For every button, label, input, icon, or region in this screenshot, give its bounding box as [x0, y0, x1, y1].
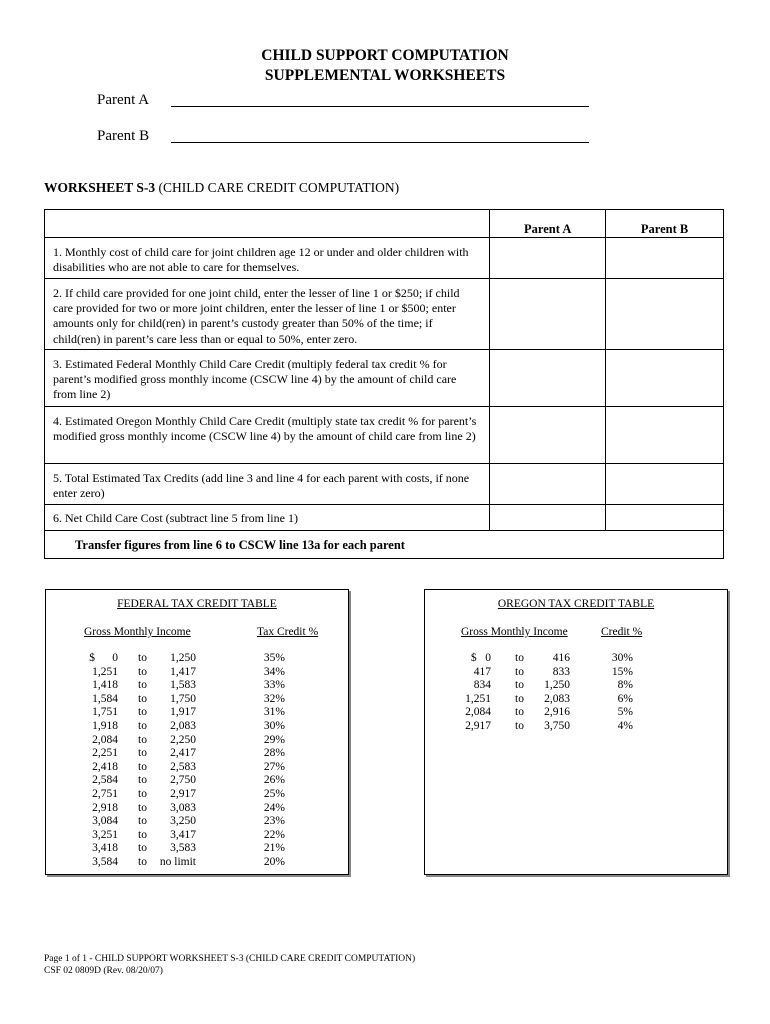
federal-to-cell: to [138, 652, 147, 664]
line-2-parent-a-input[interactable] [490, 279, 606, 350]
table-row [46, 706, 348, 720]
federal-pct-cell: 29% [263, 733, 285, 746]
page-title-line1: CHILD SUPPORT COMPUTATION [261, 47, 509, 64]
oregon-upper-cell: 1,250 [544, 679, 570, 692]
federal-upper-cell: 3,417 [170, 828, 196, 841]
federal-pct-cell: 25% [263, 788, 285, 800]
table-row [45, 464, 724, 505]
federal-from-cell: 1,751 [92, 706, 118, 719]
table-row [46, 666, 348, 680]
table-row [46, 747, 348, 761]
federal-upper-cell: 1,250 [170, 652, 196, 664]
federal-upper-cell: 2,250 [170, 733, 196, 746]
header-parent-a: Parent A [490, 210, 606, 238]
oregon-from-cell: $ 0 [470, 652, 491, 664]
line-5-parent-a-input[interactable] [490, 464, 606, 505]
footer [44, 953, 415, 977]
federal-pct-cell: 21% [263, 842, 285, 855]
federal-upper-cell: 1,417 [170, 665, 196, 678]
oregon-pct-cell: 5% [617, 706, 633, 719]
oregon-to-cell: to [515, 679, 524, 692]
federal-from-cell: 2,584 [92, 774, 118, 787]
table-row [46, 734, 348, 748]
header-parent-b: Parent B [606, 210, 724, 238]
federal-from-cell: 2,084 [92, 733, 118, 746]
federal-upper-cell: 2,583 [170, 760, 196, 773]
oregon-from-cell: 1,251 [465, 692, 491, 705]
line-4-description: 4. Estimated Oregon Monthly Child Care Credit (multiply state tax credit % for parent’s modified gross monthly income (CSCW line 4) by the amount of child care from line 2) [45, 407, 490, 464]
oregon-upper-cell: 2,083 [544, 692, 570, 705]
federal-upper-cell: 2,917 [170, 788, 196, 800]
federal-table-title: FEDERAL TAX CREDIT TABLE [117, 598, 277, 610]
line-1-parent-a-input[interactable] [490, 238, 606, 279]
oregon-pct-cell: 15% [611, 665, 633, 678]
oregon-to-cell: to [515, 720, 524, 732]
table-row [46, 679, 348, 693]
transfer-note-row [45, 531, 724, 559]
table-row [46, 788, 348, 802]
federal-to-cell: to [138, 747, 147, 760]
federal-upper-cell: 2,750 [170, 774, 196, 787]
oregon-upper-cell: 833 [552, 665, 570, 678]
federal-upper-cell: 2,083 [170, 720, 196, 732]
table-row [425, 693, 727, 707]
line-2-description: 2. If child care provided for one joint child, enter the lesser of line 1 or $250; if child care provided for two or more joint children, enter the lesser of line 1 or $500; enter amounts only for child(ren) in parent’s custody greater than 50% of the time; if child(ren) in parent’s care less than or equal to 50%, enter zero. [45, 279, 490, 350]
federal-pct-cell: 26% [263, 774, 285, 787]
federal-upper-cell: no limit [159, 856, 196, 868]
worksheet-table [44, 209, 724, 559]
oregon-col-credit: Credit % [601, 626, 643, 638]
table-header-row [45, 210, 724, 238]
federal-pct-cell: 30% [263, 720, 285, 732]
parent-b-label: Parent B [97, 128, 150, 144]
table-row [46, 815, 348, 829]
line-3-description: 3. Estimated Federal Monthly Child Care Credit (multiply federal tax credit % for parent’s modified gross monthly income (CSCW line 4) by the amount of child care from line 2) [45, 350, 490, 407]
oregon-from-cell: 834 [473, 679, 491, 692]
federal-from-cell: 1,251 [92, 665, 118, 678]
federal-pct-cell: 31% [263, 706, 285, 719]
table-row [46, 842, 348, 856]
federal-upper-cell: 1,583 [170, 679, 196, 692]
parent-a-field[interactable] [171, 106, 589, 107]
oregon-to-cell: to [515, 652, 524, 664]
oregon-table-title: OREGON TAX CREDIT TABLE [497, 598, 655, 610]
federal-upper-cell: 1,917 [170, 706, 196, 719]
oregon-to-cell: to [515, 706, 524, 719]
line-5-description: 5. Total Estimated Tax Credits (add line 3 and line 4 for each parent with costs, if none enter zero) [45, 464, 490, 505]
federal-upper-cell: 2,417 [170, 747, 196, 760]
federal-to-cell: to [138, 828, 147, 841]
federal-pct-cell: 33% [263, 679, 285, 692]
line-4-parent-b-input[interactable] [606, 407, 724, 464]
federal-to-cell: to [138, 774, 147, 787]
line-1-parent-b-input[interactable] [606, 238, 724, 279]
parent-b-field[interactable] [171, 142, 589, 143]
federal-from-cell: 3,418 [92, 842, 118, 855]
transfer-note: Transfer figures from line 6 to CSCW line 13a for each parent [45, 531, 724, 559]
federal-col-credit: Tax Credit % [257, 626, 319, 638]
federal-from-cell: $ 0 [89, 652, 118, 664]
federal-to-cell: to [138, 679, 147, 692]
table-row [425, 679, 727, 693]
federal-pct-cell: 22% [263, 828, 285, 841]
oregon-pct-cell: 6% [617, 692, 633, 705]
table-row [45, 350, 724, 407]
federal-pct-cell: 34% [263, 665, 285, 678]
worksheet-title-bold: WORKSHEET S-3 [44, 180, 156, 195]
oregon-to-cell: to [515, 665, 524, 678]
footer-line1: Page 1 of 1 - CHILD SUPPORT WORKSHEET S-3 (CHILD CARE CREDIT COMPUTATION) [44, 954, 416, 964]
table-row [46, 693, 348, 707]
parent-a-label: Parent A [97, 92, 150, 108]
federal-from-cell: 2,918 [92, 801, 118, 814]
federal-to-cell: to [138, 815, 147, 828]
federal-to-cell: to [138, 720, 147, 732]
line-6-parent-b-input[interactable] [606, 505, 724, 531]
federal-upper-cell: 3,083 [170, 801, 196, 814]
table-row [46, 829, 348, 843]
oregon-upper-cell: 416 [552, 652, 570, 664]
table-row [46, 856, 348, 870]
header-blank [45, 210, 490, 238]
federal-pct-cell: 23% [263, 815, 285, 828]
federal-tax-credit-table [45, 589, 349, 875]
line-3-parent-a-input[interactable] [490, 350, 606, 407]
line-3-parent-b-input[interactable] [606, 350, 724, 407]
table-row [45, 505, 724, 531]
federal-to-cell: to [138, 692, 147, 705]
federal-to-cell: to [138, 801, 147, 814]
line-5-parent-b-input[interactable] [606, 464, 724, 505]
table-row [425, 666, 727, 680]
line-2-parent-b-input[interactable] [606, 279, 724, 350]
oregon-tax-credit-table [424, 589, 728, 875]
table-row [45, 407, 724, 464]
federal-pct-cell: 28% [263, 747, 285, 760]
table-row [425, 706, 727, 720]
federal-pct-cell: 20% [263, 856, 285, 868]
oregon-pct-cell: 4% [617, 720, 633, 732]
table-row [45, 279, 724, 350]
federal-to-cell: to [138, 665, 147, 678]
federal-upper-cell: 3,583 [170, 842, 196, 855]
federal-to-cell: to [138, 760, 147, 773]
federal-to-cell: to [138, 706, 147, 719]
oregon-upper-cell: 2,916 [544, 706, 570, 719]
worksheet-title-rest: (CHILD CARE CREDIT COMPUTATION) [155, 180, 400, 195]
federal-to-cell: to [138, 856, 147, 868]
oregon-from-cell: 417 [473, 665, 491, 678]
line-6-description: 6. Net Child Care Cost (subtract line 5 from line 1) [45, 505, 490, 531]
table-row [46, 774, 348, 788]
table-row [46, 761, 348, 775]
federal-pct-cell: 27% [263, 760, 285, 773]
federal-from-cell: 1,918 [92, 720, 118, 732]
federal-pct-cell: 32% [263, 692, 285, 705]
federal-upper-cell: 1,750 [170, 692, 196, 705]
federal-from-cell: 2,251 [92, 747, 118, 760]
federal-upper-cell: 3,250 [170, 815, 196, 828]
table-row [45, 238, 724, 279]
table-row [46, 652, 348, 666]
federal-to-cell: to [138, 842, 147, 855]
worksheet-title [44, 180, 399, 196]
federal-pct-cell: 24% [263, 801, 285, 814]
table-row [425, 720, 727, 734]
oregon-col-income: Gross Monthly Income [461, 626, 568, 638]
federal-from-cell: 2,418 [92, 760, 118, 773]
federal-col-income: Gross Monthly Income [84, 626, 191, 638]
page-title-line2: SUPPLEMENTAL WORKSHEETS [264, 67, 506, 84]
federal-pct-cell: 35% [263, 652, 285, 664]
footer-line2: CSF 02 0809D (Rev. 08/20/07) [44, 966, 163, 976]
federal-from-cell: 1,584 [92, 692, 118, 705]
table-row [46, 720, 348, 734]
federal-from-cell: 2,751 [92, 788, 118, 800]
federal-to-cell: to [138, 733, 147, 746]
federal-from-cell: 3,084 [92, 815, 118, 828]
table-row [46, 802, 348, 816]
line-4-parent-a-input[interactable] [490, 407, 606, 464]
federal-to-cell: to [138, 788, 147, 800]
line-1-description: 1. Monthly cost of child care for joint children age 12 or under and older children with disabilities who are not able to care for themselves. [45, 238, 490, 279]
oregon-upper-cell: 3,750 [544, 720, 570, 732]
federal-from-cell: 3,584 [92, 856, 118, 868]
federal-from-cell: 3,251 [92, 828, 118, 841]
oregon-from-cell: 2,084 [465, 706, 491, 719]
oregon-from-cell: 2,917 [465, 720, 491, 732]
table-row [425, 652, 727, 666]
oregon-pct-cell: 8% [617, 679, 633, 692]
federal-from-cell: 1,418 [92, 679, 118, 692]
line-6-parent-a-input[interactable] [490, 505, 606, 531]
oregon-pct-cell: 30% [611, 652, 633, 664]
oregon-to-cell: to [515, 692, 524, 705]
